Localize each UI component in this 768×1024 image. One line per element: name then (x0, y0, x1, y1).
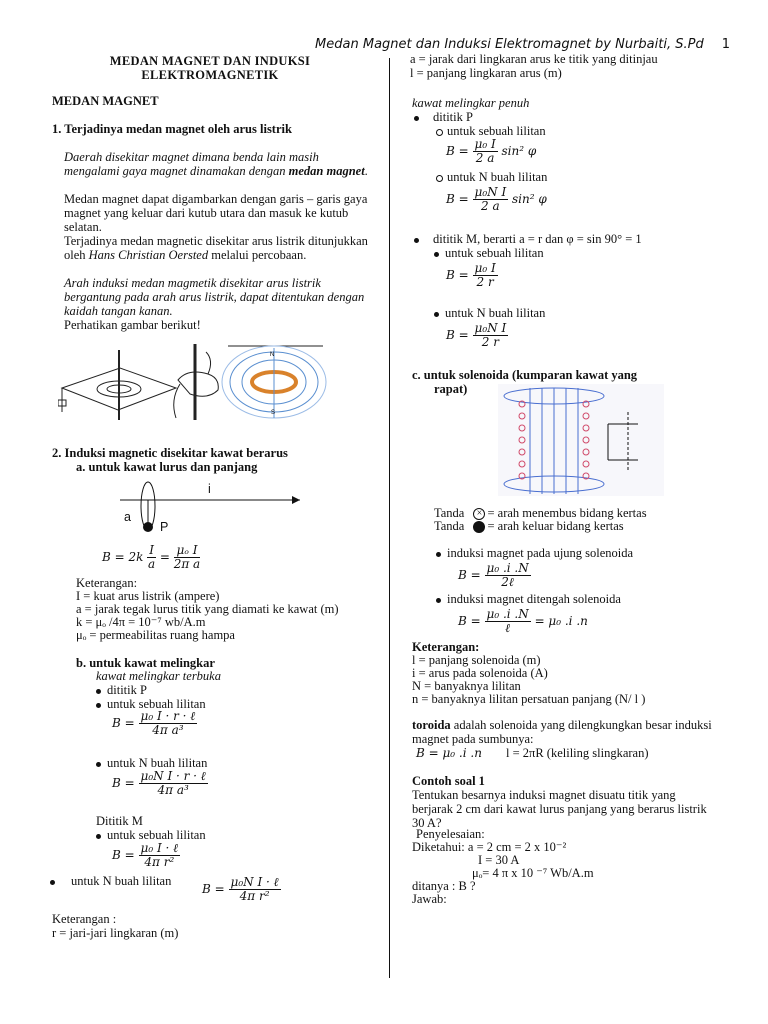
f1-num-2: μₒ I (174, 544, 201, 558)
page-number: 1 (721, 37, 730, 52)
fb4-den: 4π r² (239, 889, 270, 903)
formula-full-ring-m1 (446, 262, 498, 289)
f1-eq: = (159, 550, 170, 564)
ket2-label: Keterangan : (52, 912, 117, 926)
doc-title-line-2: ELEKTROMAGNETIK (141, 68, 279, 82)
legend-text: = arah menembus bidang kertas (487, 506, 647, 520)
paragraph-5: Perhatikan gambar berikut! (64, 318, 201, 332)
fs2-num: μ₀ .i .N (486, 607, 529, 621)
ket-3: k = μₒ /4π = 10⁻⁷ wb/A.m (76, 615, 206, 629)
formula-open-ring-2 (112, 770, 208, 797)
magnetic-field-figures (58, 340, 328, 422)
bullet-dot (436, 598, 441, 603)
bullet-dot (96, 834, 101, 839)
fp1-den: 2 a (475, 151, 495, 165)
bullet-m-one (434, 246, 544, 260)
contoh-text: Tentukan besarnya induksi magnet disuatu titik yang berjarak 2 cm dari kawat lurus panjang yang berarus listrik 30 A? (412, 788, 707, 830)
fb3-den: 4π r² (144, 855, 175, 869)
fs2-tail: = μ₀ .i .n (534, 614, 588, 628)
legend-out-of-page (434, 519, 624, 533)
fm2-lhs: B = (446, 328, 469, 342)
bullet-n-coils (96, 756, 207, 770)
ring-field-figure (222, 346, 326, 418)
svg-text:N: N (270, 352, 275, 358)
fb4-num: μ₀N I · ℓ (230, 875, 279, 889)
p1-end: . (364, 164, 368, 178)
sub-text: untuk N buah lilitan (447, 170, 548, 184)
fs2-den: ℓ (505, 621, 511, 635)
formula-full-ring-1 (446, 138, 536, 165)
fm1-den: 2 r (476, 275, 494, 289)
fp1-lhs: B = (446, 144, 469, 158)
sub-bullet (436, 129, 443, 136)
bullet-m-n-coils (50, 874, 171, 888)
bullet-text: dititik P (107, 683, 147, 697)
fb2-den: 4π a³ (157, 783, 189, 797)
paragraph-1 (64, 150, 374, 178)
bullet-dititik-p (96, 683, 147, 697)
fb4-frac (229, 876, 281, 903)
fp1-tail: sin² φ (501, 144, 537, 158)
heading-2a: a. untuk kawat lurus dan panjang (76, 460, 258, 474)
fm2-den: 2 r (481, 335, 499, 349)
bullet-p (414, 110, 473, 124)
section-heading: MEDAN MAGNET (52, 94, 159, 108)
fp2-lhs: B = (446, 192, 469, 206)
bullet-dot (434, 312, 439, 317)
filled-dot-icon (473, 521, 485, 533)
fm1-num: μ₀ I (474, 261, 496, 275)
bullet-text: untuk N buah lilitan (71, 874, 172, 888)
dititik-m-label: Dititik M (96, 814, 143, 828)
svg-text:S: S (271, 410, 276, 416)
straight-wire-figure (120, 476, 310, 538)
fb1-num: μ₀ I · r · ℓ (140, 709, 196, 723)
fp2-tail: sin² φ (512, 192, 547, 206)
fb2-frac (139, 770, 208, 797)
fm2-frac (473, 322, 509, 349)
bullet-text: untuk sebuah lilitan (107, 828, 206, 842)
fm2-num: μ₀N I (474, 321, 507, 335)
bullet-m (414, 232, 642, 246)
bullet-dot (96, 703, 101, 708)
contoh-title: Contoh soal 1 (412, 774, 485, 788)
heading-2b: b. untuk kawat melingkar (76, 656, 215, 670)
f1-lhs: B = 2k (102, 550, 144, 564)
fb3-lhs: B = (112, 848, 135, 862)
formula-open-ring-4 (202, 876, 281, 903)
bullet-dot (50, 880, 55, 885)
formula-solenoid-mid (458, 608, 588, 635)
ket-right-1: l = panjang solenoida (m) (412, 653, 541, 667)
f1-frac-2 (174, 544, 201, 571)
bullet-dot (434, 252, 439, 257)
bullet-text: dititik P (433, 110, 473, 124)
ket-4: μₒ = permeabilitas ruang hampa (76, 628, 235, 642)
right-line-1: a = jarak dari lingkaran arus ke titik yang ditinjau (410, 52, 658, 66)
right-hand-rule-figure (174, 344, 219, 420)
heading-1: 1. Terjadinya medan magnet oleh arus listrik (52, 122, 292, 136)
fs1-frac (485, 562, 531, 589)
formula-straight-wire (102, 544, 200, 571)
toroida-paragraph (412, 718, 722, 746)
toroida-tail: l = 2πR (keliling slingkaran) (506, 746, 649, 760)
ket-right-3: N = banyaknya lilitan (412, 679, 521, 693)
header-title: Medan Magnet dan Induksi Elektromagnet by Nurbaiti, S.Pd (315, 37, 704, 52)
label-a: a (124, 510, 131, 524)
fm1-lhs: B = (446, 268, 469, 282)
bullet-text: dititik M, berarti a = r dan φ = sin 90° = 1 (433, 232, 642, 246)
doc-title-line-1: MEDAN MAGNET DAN INDUKSI (109, 54, 311, 68)
sub-p-n (436, 170, 547, 184)
heading-c-1: c. untuk solenoida (kumparan kawat yang (412, 368, 638, 382)
paragraph-3 (64, 234, 374, 262)
fb1-den: 4π a³ (152, 723, 184, 737)
formula-open-ring-3 (112, 842, 180, 869)
fs1-num: μ₀ .i .N (486, 561, 529, 575)
right-line-2: l = panjang lingkaran arus (m) (410, 66, 562, 80)
ditanya: ditanya : B ? (412, 879, 476, 893)
p1-text: Daerah disekitar magnet dimana benda lain masih mengalami gaya magnet dinamakan dengan (64, 150, 319, 178)
fp2-num: μ₀N I (474, 185, 507, 199)
toroida-term: toroida (412, 718, 451, 732)
legend-label: Tanda (434, 506, 465, 520)
fb3-num: μ₀ I · ℓ (140, 841, 179, 855)
label-p: P (160, 520, 169, 534)
bullet-solenoid-end (436, 546, 633, 560)
f1-den-2: 2π a (173, 557, 201, 571)
fb4-lhs: B = (202, 882, 225, 896)
ket-2: a = jarak tegak lurus titik yang diamati ke kawat (m) (76, 602, 339, 616)
legend-into-page (434, 506, 647, 520)
bullet-dot (414, 116, 419, 121)
fp2-den: 2 a (481, 199, 500, 213)
ket-1: I = kuat arus listrik (ampere) (76, 589, 220, 603)
oersted-plate-figure (58, 350, 176, 420)
formula-open-ring-1 (112, 710, 197, 737)
ket-label: Keterangan: (76, 576, 138, 590)
label-i: i (208, 482, 211, 496)
ket-label-right: Keterangan: (412, 640, 480, 654)
fb3-frac (139, 842, 181, 869)
bullet-m-one-coil (96, 828, 206, 842)
fs1-den: 2ℓ (501, 575, 514, 589)
bullet-dot (436, 552, 441, 557)
sub-text: untuk sebuah lilitan (447, 124, 546, 138)
f1-frac-1 (147, 544, 156, 571)
formula-toroida: B = μ₀ .i .n (416, 746, 482, 760)
column-divider (389, 58, 390, 978)
f1-den-1: a (148, 557, 156, 571)
p1-term: medan magnet (288, 164, 365, 178)
heading-2: 2. Induksi magnetic disekitar kawat berarus (52, 446, 288, 460)
bullet-dot (96, 762, 101, 767)
page-header (0, 38, 730, 52)
bullet-dot (96, 689, 101, 694)
ket-right-4: n = banyaknya lilitan persatuan panjang (N/ l ) (412, 692, 646, 706)
solenoid-figure (498, 384, 664, 496)
diketahui: Diketahui: a = 2 cm = 2 x 10⁻² (412, 840, 567, 854)
bullet-text: induksi magnet pada ujung solenoida (447, 546, 634, 560)
fb2-lhs: B = (112, 776, 135, 790)
formula-full-ring-m2 (446, 322, 508, 349)
sub-bullet (436, 175, 443, 182)
bullet-solenoid-mid (436, 592, 621, 606)
fb1-frac (139, 710, 198, 737)
bullet-text: untuk N buah lilitan (445, 306, 546, 320)
jawab: Jawab: (412, 892, 447, 906)
ket2-1: r = jari-jari lingkaran (m) (52, 926, 179, 940)
diketahui-mu: μₒ= 4 π x 10 ⁻⁷ Wb/A.m (472, 866, 594, 880)
sub-p-one (436, 124, 546, 138)
legend-label: Tanda (434, 519, 465, 533)
formula-full-ring-2 (446, 186, 547, 213)
heading-c-2: rapat) (434, 382, 468, 396)
paragraph-2: Medan magnet dapat digambarkan dengan garis – garis gaya magnet yang keluar dari kutub utara dan masuk ke kutub selatan. (64, 192, 368, 234)
bullet-text: induksi magnet ditengah solenoida (447, 592, 621, 606)
fp2-frac (473, 186, 509, 213)
bullet-text: untuk sebuah lilitan (445, 246, 544, 260)
p3-text: Terjadinya medan magnetic disekitar arus listrik ditunjukkan oleh (64, 234, 368, 262)
fp1-num: μ₀ I (474, 137, 496, 151)
heading-2b-sub: kawat melingkar terbuka (96, 669, 221, 683)
fb2-num: μ₀N I · r · ℓ (140, 769, 206, 783)
fm1-frac (473, 262, 498, 289)
f1-num-1: I (149, 543, 154, 557)
p3-end: melalui percobaan. (208, 248, 307, 262)
cross-circle-icon: × (473, 508, 485, 520)
fp1-frac (473, 138, 498, 165)
legend-text: = arah keluar bidang kertas (487, 519, 624, 533)
ket-right-2: i = arus pada solenoida (A) (412, 666, 548, 680)
bullet-text: untuk sebuah lilitan (107, 697, 206, 711)
full-ring-title: kawat melingkar penuh (412, 96, 530, 110)
paragraph-4: Arah induksi medan magmetik disekitar arus listrik bergantung pada arah arus listrik, dapat ditentukan dengan kaidah tangan kanan. (64, 276, 365, 318)
bullet-dot (414, 238, 419, 243)
formula-solenoid-end (458, 562, 531, 589)
fb1-lhs: B = (112, 716, 135, 730)
fs1-lhs: B = (458, 568, 481, 582)
diketahui-i: I = 30 A (478, 853, 520, 867)
p3-name: Hans Christian Oersted (88, 248, 209, 262)
penyelesaian: Penyelesaian: (416, 827, 485, 841)
bullet-text: untuk N buah lilitan (107, 756, 208, 770)
bullet-m-n (434, 306, 545, 320)
fs2-lhs: B = (458, 614, 481, 628)
toroida-text: adalah solenoida yang dilengkungkan besar induksi magnet pada sumbunya: (412, 718, 712, 746)
fs2-frac (485, 608, 531, 635)
